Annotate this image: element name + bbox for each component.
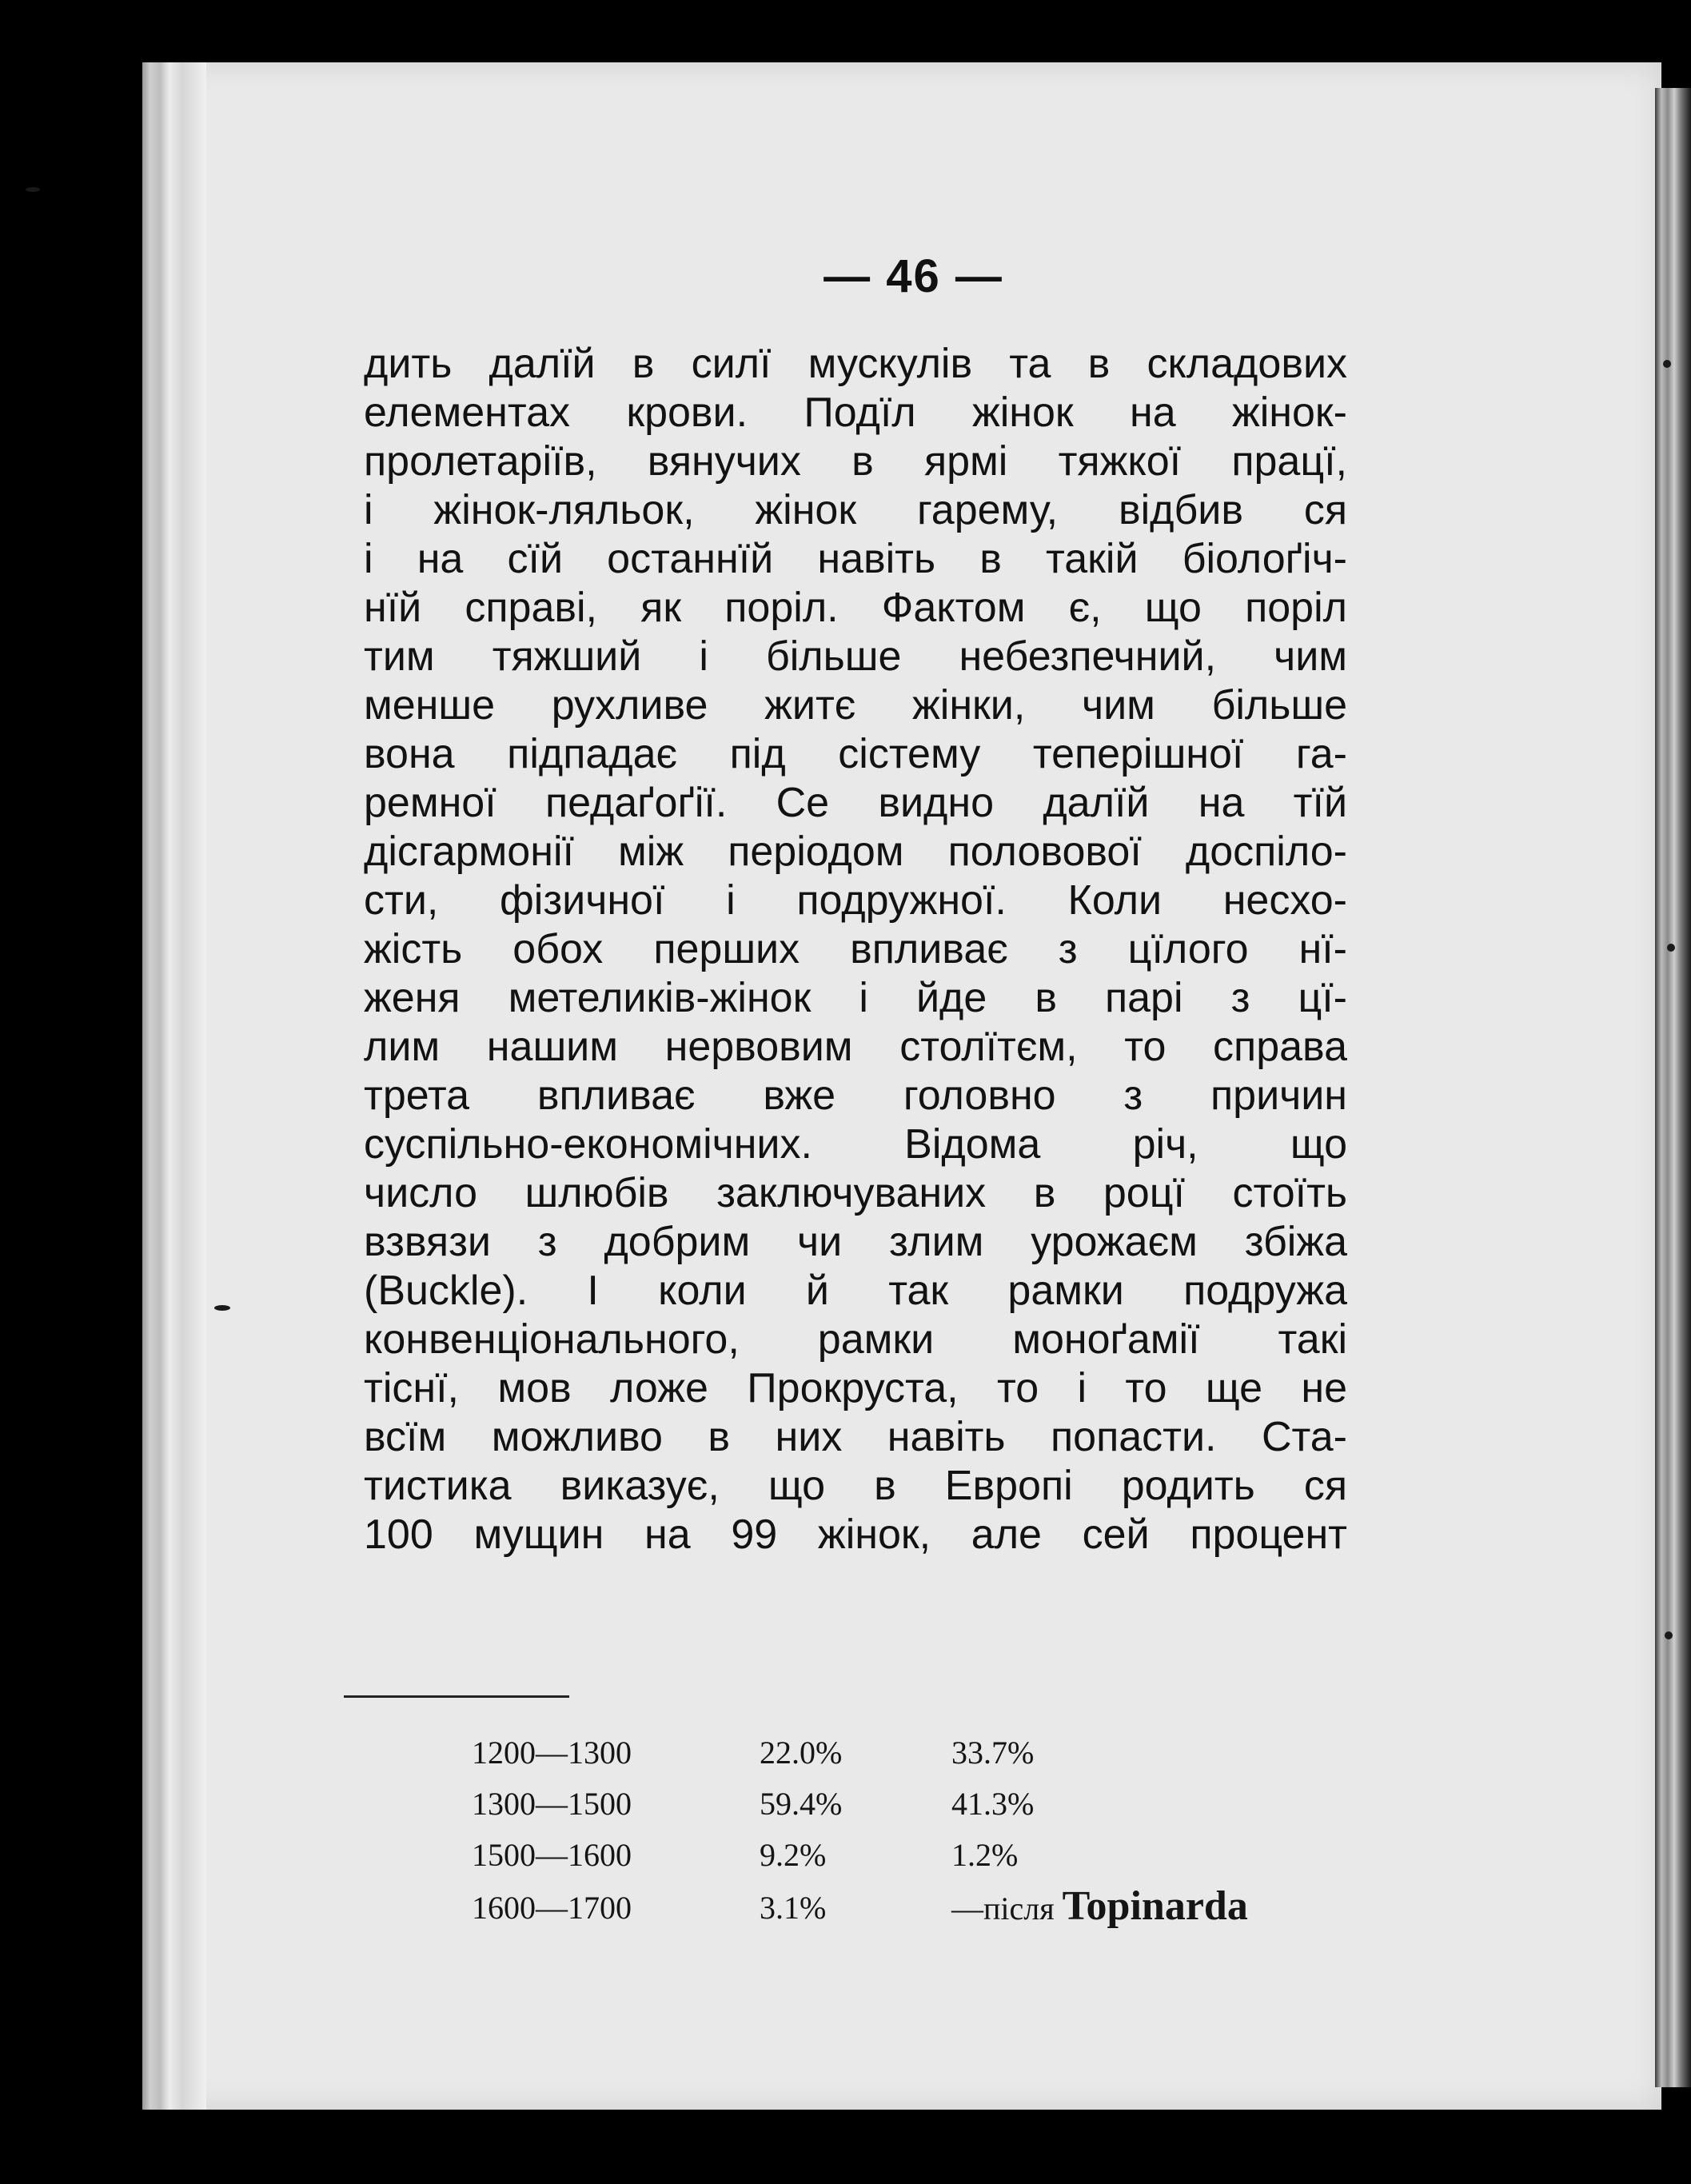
body-text [364, 340, 1347, 1559]
scan-speck [214, 1305, 230, 1311]
text-line: число шлюбів заключуваних в роцї стоїть [364, 1170, 1347, 1216]
footnote-row [472, 1779, 1248, 1830]
footnote-row [472, 1830, 1248, 1881]
text-line: 100 мущин на 99 жінок, але сей процент [364, 1511, 1347, 1558]
footnote-source-prefix: —після [951, 1891, 1055, 1926]
text-line: дить далїй в силї мускулів та в складових [364, 341, 1347, 387]
text-line: лим нашим нервовим столїтєм, то справа [364, 1024, 1347, 1070]
text-line: вона підпадає під сістему теперішної га- [364, 731, 1347, 777]
text-line: тіснї, мов ложе Прокруста, то і то ще не [364, 1365, 1347, 1411]
footnote-divider [344, 1695, 569, 1698]
footnote-value-b: 1.2% [951, 1837, 1019, 1873]
footnote-value-b: 41.3% [951, 1786, 1035, 1822]
text-line: менше рухливе житє жінки, чим більше [364, 682, 1347, 729]
page-stack-edge [1655, 88, 1691, 2087]
text-line: всїм можливо в них навіть попасти. Ста- [364, 1414, 1347, 1460]
text-line: елементах крови. Подїл жінок на жінок- [364, 389, 1347, 436]
footnote-source-name: Topinarda [1062, 1883, 1248, 1929]
footnote-source [951, 1881, 1248, 1934]
footnote-period: 1600—1700 [472, 1889, 632, 1926]
text-line: і жінок-ляльок, жінок гарему, відбив ся [364, 487, 1347, 533]
footnote-value-a: 22.0% [760, 1735, 843, 1771]
text-line: дісгармонії між періодом половової доспіло- [364, 828, 1347, 875]
text-line: взвязи з добрим чи злим урожаєм збіжа [364, 1219, 1347, 1265]
footnote-row [472, 1727, 1248, 1779]
text-line: трета впливає вже головно з причин [364, 1072, 1347, 1119]
page-binding-edge [142, 62, 206, 2110]
scan-speck [1665, 1631, 1673, 1639]
text-line: сти, фізичної і подружної. Коли несхо- [364, 877, 1347, 924]
text-line: нїй справі, як поріл. Фактом є, що поріл [364, 585, 1347, 631]
footnote-value-a: 59.4% [760, 1786, 843, 1822]
footnote-row [472, 1881, 1248, 1934]
scan-speck [1667, 944, 1675, 952]
footnote-value-a: 3.1% [760, 1889, 827, 1926]
text-line: жість обох перших впливає з цїлого нї- [364, 926, 1347, 972]
text-line: тистика виказує, що в Европі родить ся [364, 1463, 1347, 1509]
text-line: тим тяжший і більше небезпечний, чим [364, 633, 1347, 680]
footnote-value-a: 9.2% [760, 1837, 827, 1873]
footnote-period: 1300—1500 [472, 1786, 632, 1822]
footnote-value-b: 33.7% [951, 1735, 1035, 1771]
text-line: конвенціонального, рамки моноґамії такі [364, 1316, 1347, 1363]
text-line: (Buckle). І коли й так рамки подружа [364, 1268, 1347, 1314]
scan-speck [26, 187, 40, 192]
text-line: і на сїй останнїй навіть в такій біолоґіч- [364, 536, 1347, 582]
page-number: — 46 — [824, 250, 1003, 302]
text-line: суспільно-економічних. Відома річ, що [364, 1121, 1347, 1168]
scan-speck [1663, 360, 1671, 368]
footnote-period: 1200—1300 [472, 1735, 632, 1771]
text-line: женя метеликів-жінок і йде в парі з цї- [364, 975, 1347, 1021]
text-line: ремної педаґоґії. Се видно далїй на тїй [364, 780, 1347, 826]
text-line: пролетаріїв, вянучих в ярмі тяжкої працї, [364, 438, 1347, 485]
footnote-table [472, 1727, 1248, 1934]
footnote-period: 1500—1600 [472, 1837, 632, 1873]
